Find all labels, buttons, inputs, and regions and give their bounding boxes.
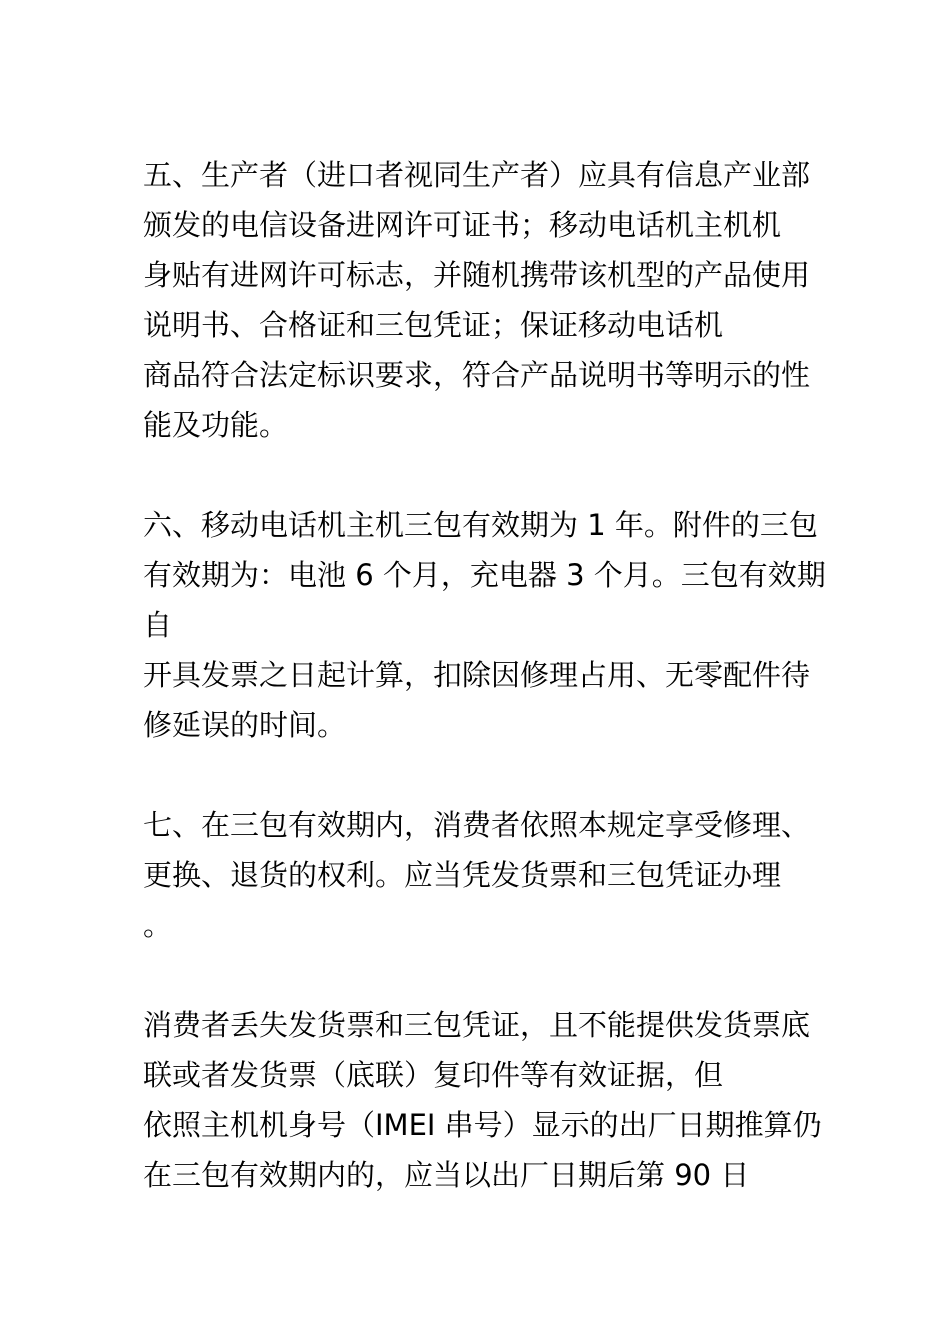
text-line: 有效期为：电池 6 个月，充电器 3 个月。三包有效期: [143, 558, 826, 592]
text-line: 更换、退货的权利。应当凭发货票和三包凭证办理: [143, 858, 782, 892]
text-line: 身贴有进网许可标志，并随机携带该机型的产品使用: [143, 258, 811, 292]
paragraph-lost-invoice: [143, 1000, 823, 1200]
text-line: 自: [143, 608, 173, 642]
text-line: 联或者发货票（底联）复印件等有效证据，但: [143, 1058, 724, 1092]
text-line: 开具发票之日起计算，扣除因修理占用、无零配件待: [143, 658, 811, 692]
paragraph-5-production-license: [143, 150, 823, 450]
text-line: 。: [143, 908, 173, 942]
paragraph-7-consumer-rights: [143, 800, 823, 950]
text-line: 五、生产者（进口者视同生产者）应具有信息产业部: [143, 158, 811, 192]
text-line: 说明书、合格证和三包凭证；保证移动电话机: [143, 308, 724, 342]
text-line: 七、在三包有效期内，消费者依照本规定享受修理、: [143, 808, 811, 842]
text-line: 依照主机机身号（IMEI 串号）显示的出厂日期推算仍: [143, 1108, 822, 1142]
text-line: 消费者丢失发货票和三包凭证，且不能提供发货票底: [143, 1008, 811, 1042]
paragraph-6-warranty-period: [143, 500, 826, 750]
document-body: [143, 150, 826, 1250]
text-line: 能及功能。: [143, 408, 289, 442]
text-line: 商品符合法定标识要求，符合产品说明书等明示的性: [143, 358, 811, 392]
text-line: 修延误的时间。: [143, 708, 347, 742]
text-line: 颁发的电信设备进网许可证书；移动电话机主机机: [143, 208, 782, 242]
text-line: 六、移动电话机主机三包有效期为 1 年。附件的三包: [143, 508, 818, 542]
text-line: 在三包有效期内的，应当以出厂日期后第 90 日: [143, 1158, 750, 1192]
